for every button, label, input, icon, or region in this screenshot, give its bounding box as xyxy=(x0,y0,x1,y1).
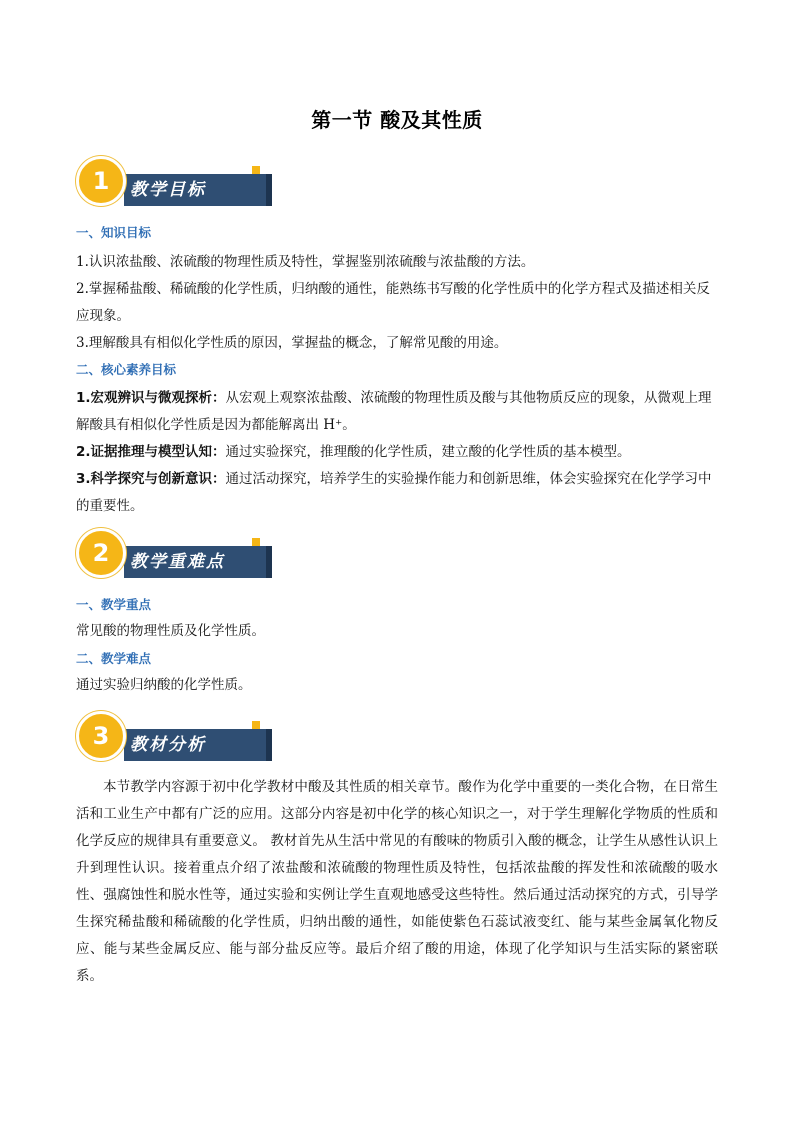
badge-number: 2 xyxy=(92,539,110,567)
key-point-item: 常见酸的物理性质及化学性质。 xyxy=(76,623,265,639)
page-title: 第一节 酸及其性质 xyxy=(311,108,483,132)
badge-number: 1 xyxy=(92,167,110,195)
objective-item-label: 1.宏观辨识与微观探析： xyxy=(76,390,226,406)
objective-item: 2.掌握稀盐酸、稀硫酸的化学性质，归纳酸的通性，能熟练书写酸的化学性质中的化学方程式及描述相关反应现象。 xyxy=(76,281,710,324)
difficulty-item: 通过实验归纳酸的化学性质。 xyxy=(76,677,252,693)
section-heading: 教材分析 xyxy=(130,735,206,755)
section-heading: 教学目标 xyxy=(130,180,206,200)
badge-number: 3 xyxy=(92,722,110,750)
badge-corner-square xyxy=(252,166,260,174)
badge-banner-shadow xyxy=(266,729,272,761)
section-badge-2 xyxy=(76,528,276,584)
badge-corner-square xyxy=(252,538,260,546)
objective-item-text: 通过实验探究，推理酸的化学性质，建立酸的化学性质的基本模型。 xyxy=(225,444,631,460)
subsection-heading: 二、核心素养目标 xyxy=(76,362,177,377)
objective-item: 1.认识浓盐酸、浓硫酸的物理性质及特性，掌握鉴别浓硫酸与浓盐酸的方法。 xyxy=(76,254,535,270)
section-heading: 教学重难点 xyxy=(130,552,225,572)
objective-item-text: 通过活动探究，培养学生的实验操作能力和创新思维，体会实验探究在化学学习中的重要性。 xyxy=(76,471,712,514)
objective-item xyxy=(76,439,716,466)
objective-item-text: 从宏观上观察浓盐酸、浓硫酸的物理性质及酸与其他物质反应的现象，从微观上理解酸具有相似化学性质是因为都能解离出 H⁺。 xyxy=(76,390,712,433)
subsection-heading: 二、教学难点 xyxy=(76,651,152,666)
objective-item xyxy=(76,466,716,520)
objective-item-label: 3.科学探究与创新意识： xyxy=(76,471,226,487)
section-badge-1 xyxy=(76,156,276,212)
subsection-heading: 一、教学重点 xyxy=(76,597,152,612)
badge-banner-shadow xyxy=(266,546,272,578)
objective-item-label: 2.证据推理与模型认知： xyxy=(76,444,226,460)
objective-item: 3.理解酸具有相似化学性质的原因，掌握盐的概念，了解常见酸的用途。 xyxy=(76,335,508,351)
section-badge-3 xyxy=(76,711,276,767)
subsection-heading: 一、知识目标 xyxy=(76,225,152,240)
objective-item xyxy=(76,385,716,439)
analysis-paragraph: 本节教学内容源于初中化学教材中酸及其性质的相关章节。酸作为化学中重要的一类化合物，在日常生活和工业生产中都有广泛的应用。这部分内容是初中化学的核心知识之一，对于学生理解化学物质的性质和化学反应的规律具有重要意义。 教材首先从生活中常见的有酸味的物质引入酸的概念，让学生从感性认识上升到理性认识。接着重点介绍了浓盐酸和浓硫酸的物理性质及特性，包括浓盐酸的挥发性和浓硫酸的吸水性、强腐蚀性和脱水性等，通过实验和实例让学生直观地感受这些特性。然后通过活动探究的方式，引导学生探究稀盐酸和稀硫酸的化学性质，归纳出酸的通性，如能使紫色石蕊试液变红、能与某些金属氧化物反应、能与某些金属反应、能与部分盐反应等。最后介绍了酸的用途，体现了化学知识与生活实际的紧密联系。 xyxy=(76,779,718,984)
badge-corner-square xyxy=(252,721,260,729)
badge-banner-shadow xyxy=(266,174,272,206)
